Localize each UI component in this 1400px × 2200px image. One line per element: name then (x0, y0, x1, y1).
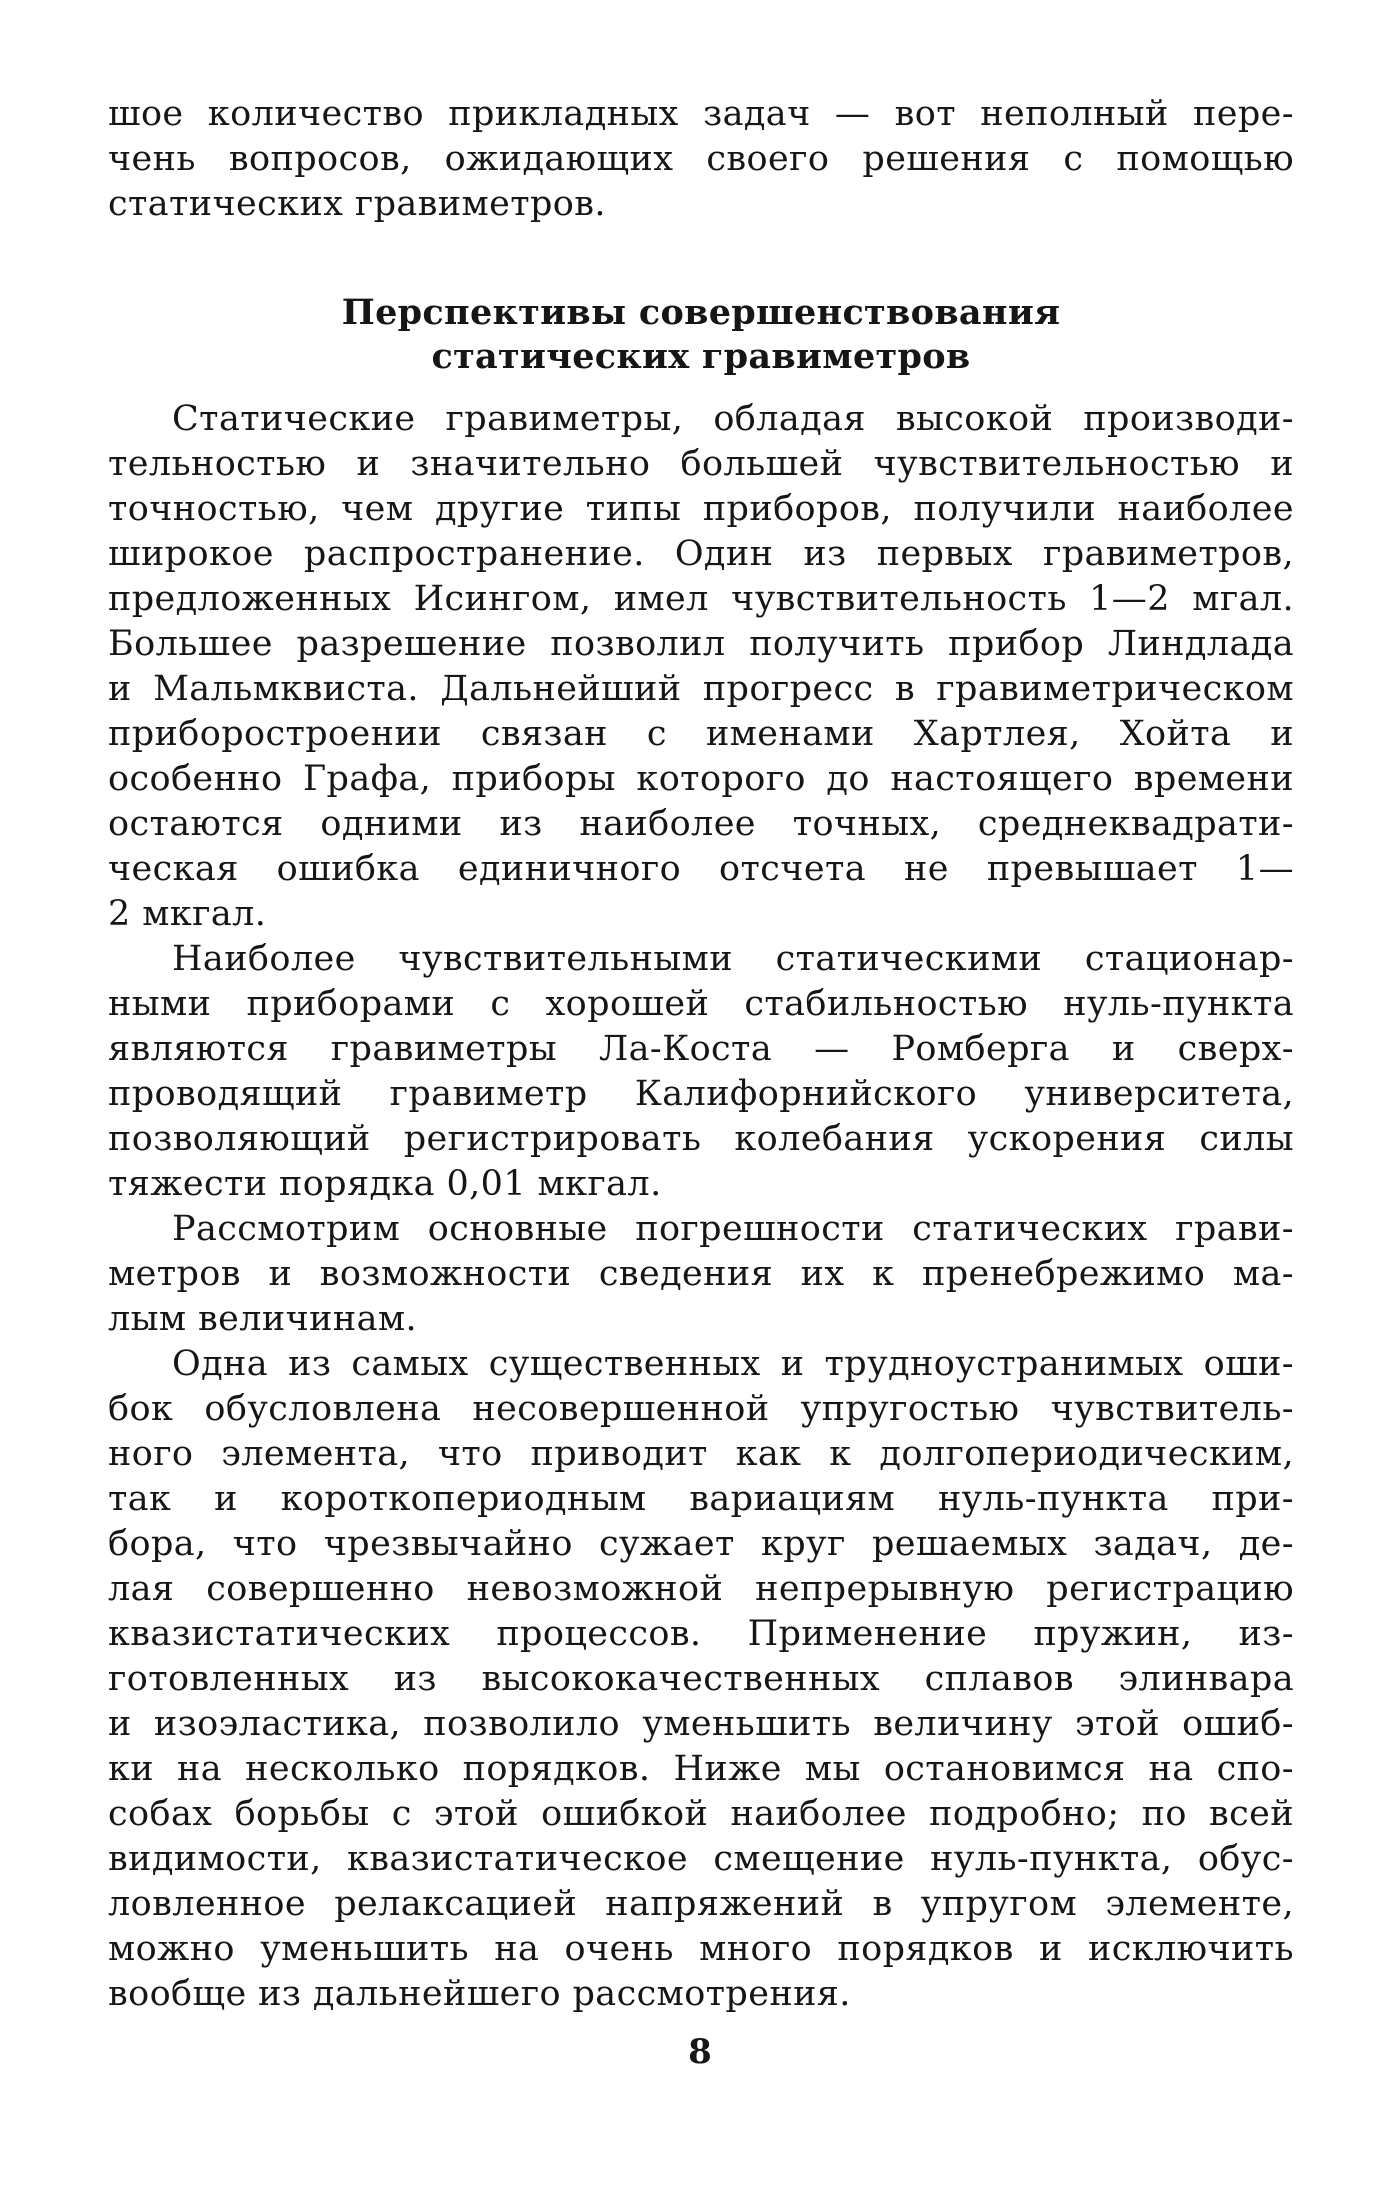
text-line: видимости, квазистатическое смещение нуль-пункта, обус- (108, 1839, 1294, 1879)
section-heading-line: статических гравиметров (431, 336, 971, 377)
intro-text (108, 92, 1294, 227)
text-line: квазистатических процессов. Применение пружин, из- (108, 1614, 1294, 1654)
text-line: остаются одними из наиболее точных, среднеквадрати- (108, 804, 1294, 844)
text-line: особенно Графа, приборы которого до настоящего времени (108, 759, 1294, 799)
text-line: готовленных из высококачественных сплавов элинвара (108, 1659, 1294, 1699)
text-line: точностью, чем другие типы приборов, получили наиболее (108, 489, 1294, 529)
text-line: ки на несколько порядков. Ниже мы остановимся на спо- (108, 1749, 1294, 1789)
paragraph-1 (108, 397, 1294, 937)
text-line: так и короткопериодным вариациям нуль-пункта при- (108, 1479, 1294, 1519)
text-line: ными приборами с хорошей стабильностью нуль-пункта (108, 984, 1294, 1024)
text-line: можно уменьшить на очень много порядков и исключить (108, 1929, 1294, 1969)
text-line: предложенных Исингом, имел чувствительность 1—2 мгал. (108, 579, 1294, 619)
section-heading (108, 291, 1294, 379)
text-line: Статические гравиметры, обладая высокой производи- (172, 399, 1294, 439)
text-line: являются гравиметры Ла-Коста — Ромберга и сверх- (108, 1029, 1294, 1069)
text-line: статических гравиметров. (108, 184, 606, 224)
page-content (108, 92, 1294, 2017)
paragraph-4 (108, 1342, 1294, 2017)
text-line: Большее разрешение позволил получить прибор Линдлада (108, 624, 1294, 664)
text-line: бора, что чрезвычайно сужает круг решаемых задач, де- (108, 1524, 1294, 1564)
paragraph-2 (108, 937, 1294, 1207)
text-line: широкое распространение. Один из первых гравиметров, (108, 534, 1294, 574)
text-line: тельностью и значительно большей чувствительностью и (108, 444, 1294, 484)
text-line: Наиболее чувствительными статическими стационар- (172, 939, 1294, 979)
text-line: чень вопросов, ожидающих своего решения с помощью (108, 139, 1294, 179)
text-line: метров и возможности сведения их к пренебрежимо ма- (108, 1254, 1294, 1294)
text-line: Рассмотрим основные погрешности статических грави- (172, 1209, 1294, 1249)
text-line: ческая ошибка единичного отсчета не превышает 1— (108, 849, 1294, 889)
text-line: приборостроении связан с именами Хартлея, Хойта и (108, 714, 1294, 754)
text-line: лая совершенно невозможной непрерывную регистрацию (108, 1569, 1294, 1609)
text-line: ловленное релаксацией напряжений в упругом элементе, (108, 1884, 1294, 1924)
text-line: и Мальмквиста. Дальнейший прогресс в гравиметрическом (108, 669, 1294, 709)
text-line: лым величинам. (108, 1299, 418, 1339)
paragraph-3 (108, 1207, 1294, 1342)
page-number: 8 (688, 2032, 712, 2072)
text-line: бок обусловлена несовершенной упругостью чувствитель- (108, 1389, 1294, 1429)
text-line: Одна из самых существенных и трудноустранимых оши- (172, 1344, 1294, 1384)
text-line: ного элемента, что приводит как к долгопериодическим, (108, 1434, 1294, 1474)
text-line: проводящий гравиметр Калифорнийского университета, (108, 1074, 1294, 1114)
text-line: и изоэластика, позволило уменьшить величину этой ошиб- (108, 1704, 1294, 1744)
text-line: тяжести порядка 0,01 мкгал. (108, 1164, 662, 1204)
section-heading-line: Перспективы совершенствования (341, 292, 1061, 333)
text-line: шое количество прикладных задач — вот неполный пере- (108, 94, 1294, 134)
text-line: позволяющий регистрировать колебания ускорения силы (108, 1119, 1294, 1159)
text-line: 2 мкгал. (108, 894, 267, 934)
text-line: собах борьбы с этой ошибкой наиболее подробно; по всей (108, 1794, 1294, 1834)
text-line: вообще из дальнейшего рассмотрения. (108, 1974, 851, 2014)
